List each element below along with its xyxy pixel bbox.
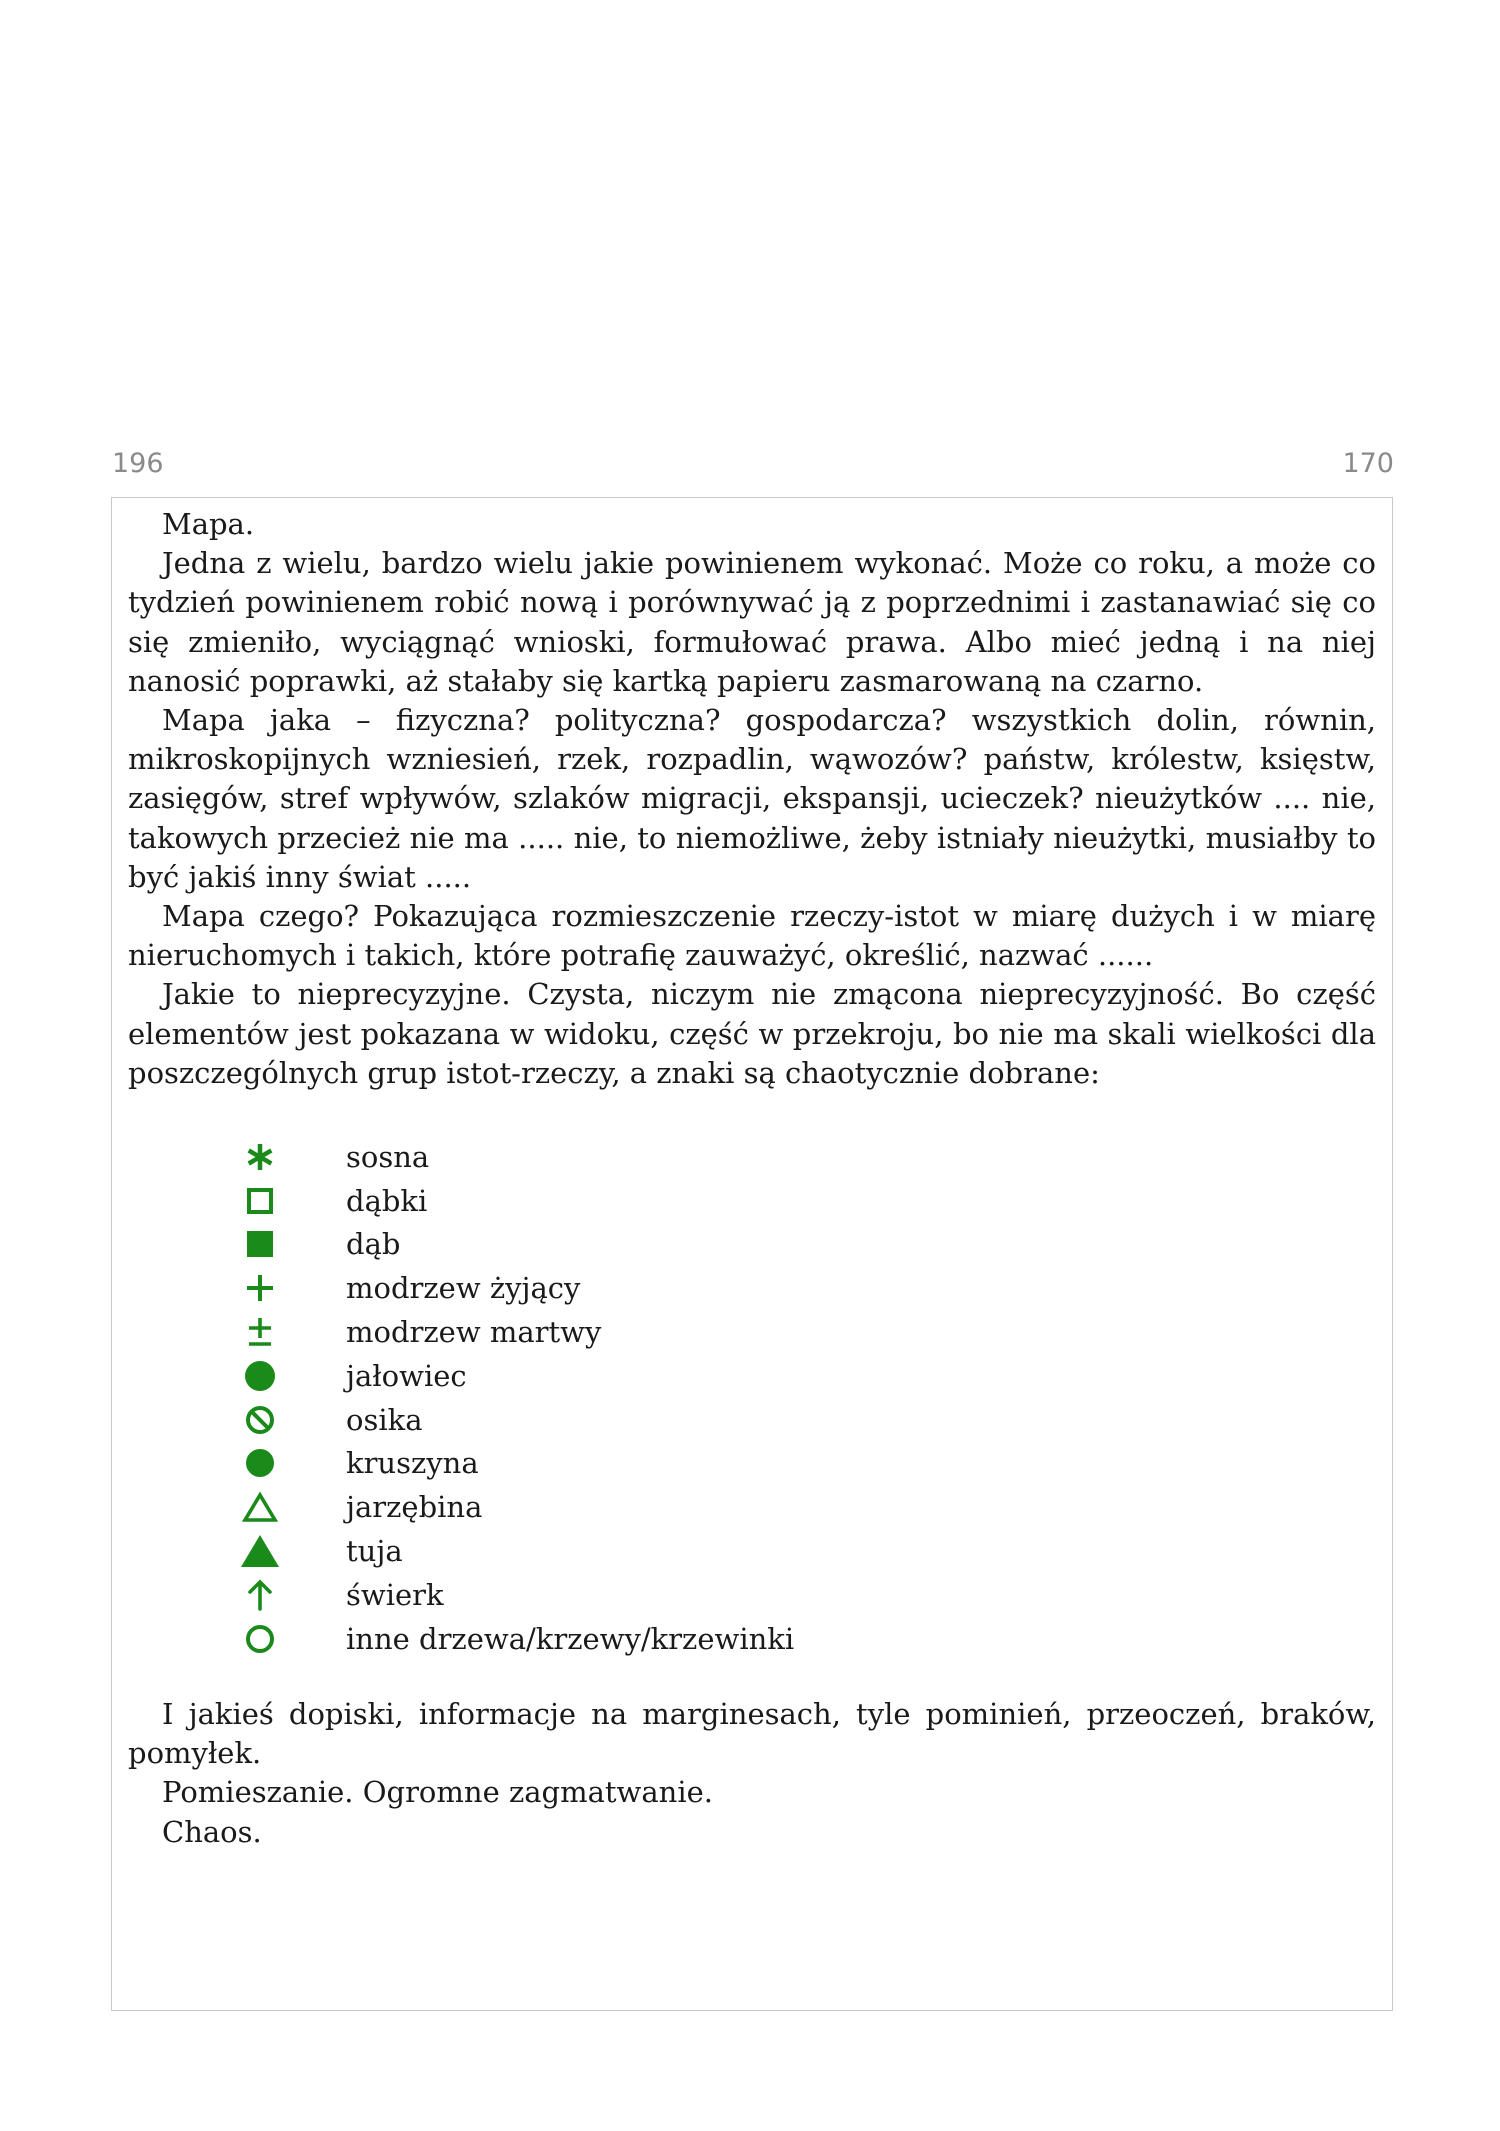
paragraph: Jakie to nieprecyzyjne. Czysta, niczym nie zmącona nieprecyzyjność. Bo część elementów jest pokazana w widoku, część w przekroju, bo nie ma skali wielkości dla poszczególnych grup istot-rzeczy, a znaki są chaotycznie dobrane: [128,977,1376,1090]
legend-label: jałowiec [346,1358,467,1393]
legend-label: inne drzewa/krzewy/krzewinki [346,1621,795,1656]
plus-icon [240,1268,280,1308]
prohibited-circle-icon [240,1400,280,1440]
legend-item [240,1529,794,1573]
legend-label: modrzew żyjący [346,1271,581,1306]
hollow-square-icon [240,1181,280,1221]
filled-circle-icon [240,1356,280,1396]
legend-label: świerk [346,1577,444,1612]
filled-square-icon [240,1224,280,1264]
hollow-triangle-icon [240,1487,280,1527]
right-page-number: 170 [1342,448,1394,479]
legend-item [240,1354,794,1398]
asterisk-icon [240,1137,280,1177]
legend-item [240,1573,794,1617]
legend-label: kruszyna [346,1446,479,1481]
paragraph: Pomieszanie. Ogromne zagmatwanie. [162,1775,713,1810]
paragraph: Mapa jaka – fizyczna? polityczna? gospodarcza? wszystkich dolin, równin, mikroskopijnych wzniesień, rzek, rozpadlin, wąwozów? państw, królestw, księstw, zasięgów, stref wpływów, szlaków migracji, ekspansji, ucieczek? nieużytków .... nie, takowych przecież nie ma ..... nie, to niemożliwe, żeby istniały nieużytki, musiałby to być jakiś inny świat ..... [128,703,1376,894]
hollow-circle-icon [240,1619,280,1659]
legend-item [240,1398,794,1442]
legend-item [240,1617,794,1661]
legend-label: osika [346,1402,423,1437]
legend-label: dąbki [346,1183,428,1218]
left-page-number: 196 [112,448,164,479]
legend-item [240,1310,794,1354]
paragraph: Mapa. [162,507,255,541]
paragraph: Jedna z wielu, bardzo wielu jakie powinienem wykonać. Może co roku, a może co tydzień powinienem robić nową i porównywać ją z poprzednimi i zastanawiać się co się zmieniło, wyciągnąć wnioski, formułować prawa. Albo mieć jedną i na niej nanosić poprawki, aż stałaby się kartką papieru zasmarowaną na czarno. [128,546,1376,698]
map-legend [240,1135,794,1661]
legend-item [240,1485,794,1529]
legend-item [240,1223,794,1267]
legend-label: modrzew martwy [346,1315,602,1350]
legend-label: jarzębina [346,1490,483,1525]
legend-label: dąb [346,1227,401,1262]
legend-item [240,1135,794,1179]
body-text [128,505,1376,1093]
up-arrow-icon [240,1575,280,1615]
legend-label: tuja [346,1534,403,1569]
legend-item [240,1179,794,1223]
paragraph: Chaos. [162,1814,262,1849]
plus-minus-icon [240,1312,280,1352]
legend-item [240,1442,794,1486]
filled-triangle-icon [240,1531,280,1571]
legend-item [240,1266,794,1310]
closing-text [128,1695,1376,1852]
paragraph: Mapa czego? Pokazująca rozmieszczenie rzeczy-istot w miarę dużych i w miarę nieruchomych i takich, które potrafię zauważyć, określić, nazwać ...... [128,899,1376,973]
paragraph: I jakieś dopiski, informacje na marginesach, tyle pominień, przeoczeń, braków, pomyłek. [128,1697,1376,1771]
legend-label: sosna [346,1139,430,1174]
half-filled-circle-icon [240,1443,280,1483]
